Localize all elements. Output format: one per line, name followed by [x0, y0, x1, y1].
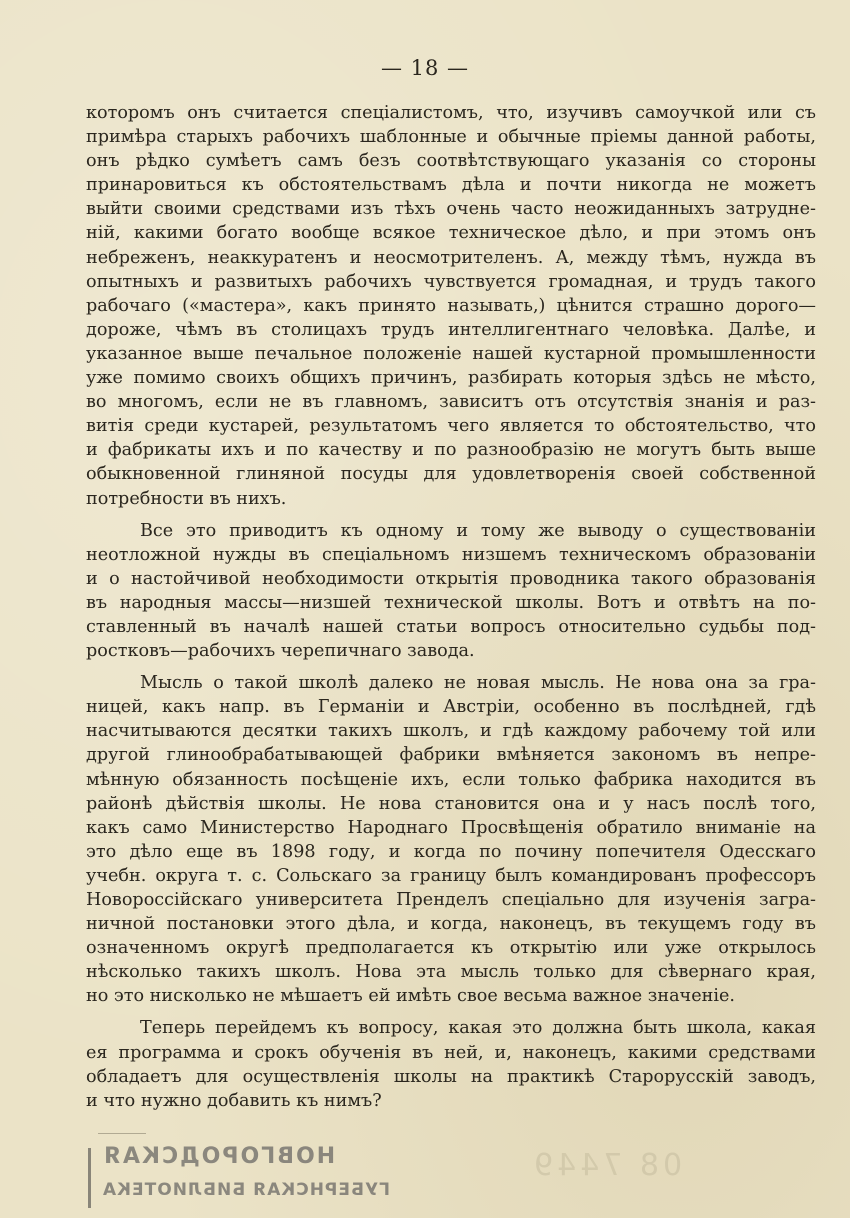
text-line: и фабрикаты ихъ и по качеству и по разнообразію не могутъ быть выше [86, 440, 816, 461]
text-line: ній, какими богато вообще всякое техническое дѣло, и при этомъ онъ [86, 223, 816, 244]
text-line: означенномъ округѣ предполагается къ открытію или уже открылось [86, 938, 816, 959]
text-line: небреженъ, неаккуратенъ и неосмотрителенъ. А, между тѣмъ, нужда въ [86, 247, 816, 268]
text-line: обладаетъ для осуществленія школы на практикѣ Старорусскій заводъ, [86, 1066, 816, 1087]
paragraph [86, 671, 816, 1008]
text-line: опытныхъ и развитыхъ рабочихъ чувствуется громадная, и трудъ такого [86, 271, 816, 292]
text-line: которомъ онъ считается спеціалистомъ, что, изучивъ самоучкой или съ [86, 103, 816, 123]
text-line: районѣ дѣйствія школы. Не нова становится она и у насъ послѣ того, [86, 793, 816, 814]
text-line: и что нужно добавить къ нимъ? [86, 1090, 382, 1111]
text-line: какъ само Министерство Народнаго Просвѣщенія обратило вниманіе на [86, 817, 816, 838]
text-line: другой глинообрабатывающей фабрики вмѣняется закономъ въ непре- [86, 745, 816, 766]
paragraph [86, 519, 816, 664]
text-line: примѣра старыхъ рабочихъ шаблонные и обычные пріемы данной работы, [86, 127, 816, 148]
text-line: ницей, какъ напр. въ Германіи и Австріи, особенно въ послѣдней, гдѣ [86, 697, 816, 718]
text-line: во многомъ, если не въ главномъ, зависитъ отъ отсутствія знанія и раз- [86, 392, 816, 413]
stamp-border [88, 1148, 91, 1208]
page-number: — 18 — [380, 56, 470, 80]
text-line: Мысль о такой школѣ далеко не новая мысль. Не нова она за гра- [140, 673, 816, 694]
text-line: принаровиться къ обстоятельствамъ дѣла и почти никогда не можетъ [86, 175, 816, 196]
stamp-line-1: НОВГОРОДСКАЯ [102, 1144, 336, 1169]
text-line: выйти своими средствами изъ тѣхъ очень часто неожиданныхъ затрудне- [86, 199, 816, 220]
text-line: нѣсколько такихъ школъ. Нова эта мысль только для сѣвернаго края, [86, 962, 816, 983]
text-line: Теперь перейдемъ къ вопросу, какая это должна быть школа, какая [140, 1018, 816, 1039]
paragraph [86, 101, 816, 511]
text-line: насчитываются десятки такихъ школъ, и гдѣ каждому рабочему той или [86, 721, 816, 742]
stamp-line-2: ГУБЕРНСКАЯ БИБЛИОТЕКА [102, 1180, 390, 1200]
text-line: обыкновенной глиняной посуды для удовлетворенія своей собственной [86, 464, 816, 485]
text-line: уже помимо своихъ общихъ причинъ, разбирать которыя здѣсь не мѣсто, [86, 368, 816, 389]
text-line: но это нисколько не мѣшаетъ ей имѣть свое весьма важное значеніе. [86, 986, 735, 1007]
text-line: онъ рѣдко сумѣетъ самъ безъ соотвѣтствующаго указанія со стороны [86, 151, 816, 172]
paragraph [86, 1016, 816, 1112]
text-line: указанное выше печальное положеніе нашей кустарной промышленности [86, 343, 816, 364]
text-line: рабочаго («мастера», какъ принято называть,) цѣнится страшно дорого— [86, 295, 816, 316]
text-line: и о настойчивой необходимости открытія проводника такого образованія [86, 568, 816, 589]
divider [98, 1133, 146, 1134]
text-line: дороже, чѣмъ въ столицахъ трудъ интеллигентнаго человѣка. Далѣе, и [86, 319, 816, 340]
body-text [86, 101, 816, 1121]
text-line: учебн. округа т. с. Сольскаго за границу былъ командированъ профессоръ [86, 865, 816, 886]
faint-inventory-number: 08 7449 [530, 1148, 683, 1183]
text-line: витія среди кустарей, результатомъ чего является то обстоятельство, что [86, 416, 816, 437]
text-line: ростковъ—рабочихъ черепичнаго завода. [86, 641, 475, 662]
text-line: ея программа и срокъ обученія въ ней, и, наконецъ, какими средствами [86, 1042, 816, 1063]
library-stamp [88, 1140, 388, 1210]
text-line: мѣнную обязанность посѣщеніе ихъ, если только фабрика находится въ [86, 769, 816, 790]
text-line: Все это приводитъ къ одному и тому же выводу о существованіи [140, 520, 816, 541]
text-line: Новороссійскаго университета Пренделъ спеціально для изученія загра- [86, 890, 816, 910]
text-line: ничной постановки этого дѣла, и когда, наконецъ, въ текущемъ году въ [86, 914, 816, 935]
text-line: ставленный въ началѣ нашей статьи вопросъ относительно судьбы под- [86, 616, 816, 637]
text-line: это дѣло еще въ 1898 году, и когда по почину попечителя Одесскаго [86, 841, 816, 862]
text-line: неотложной нужды въ спеціальномъ низшемъ техническомъ образованіи [86, 544, 816, 565]
text-line: въ народныя массы—низшей технической школы. Вотъ и отвѣтъ на по- [86, 592, 816, 613]
text-line: потребности въ нихъ. [86, 488, 287, 509]
